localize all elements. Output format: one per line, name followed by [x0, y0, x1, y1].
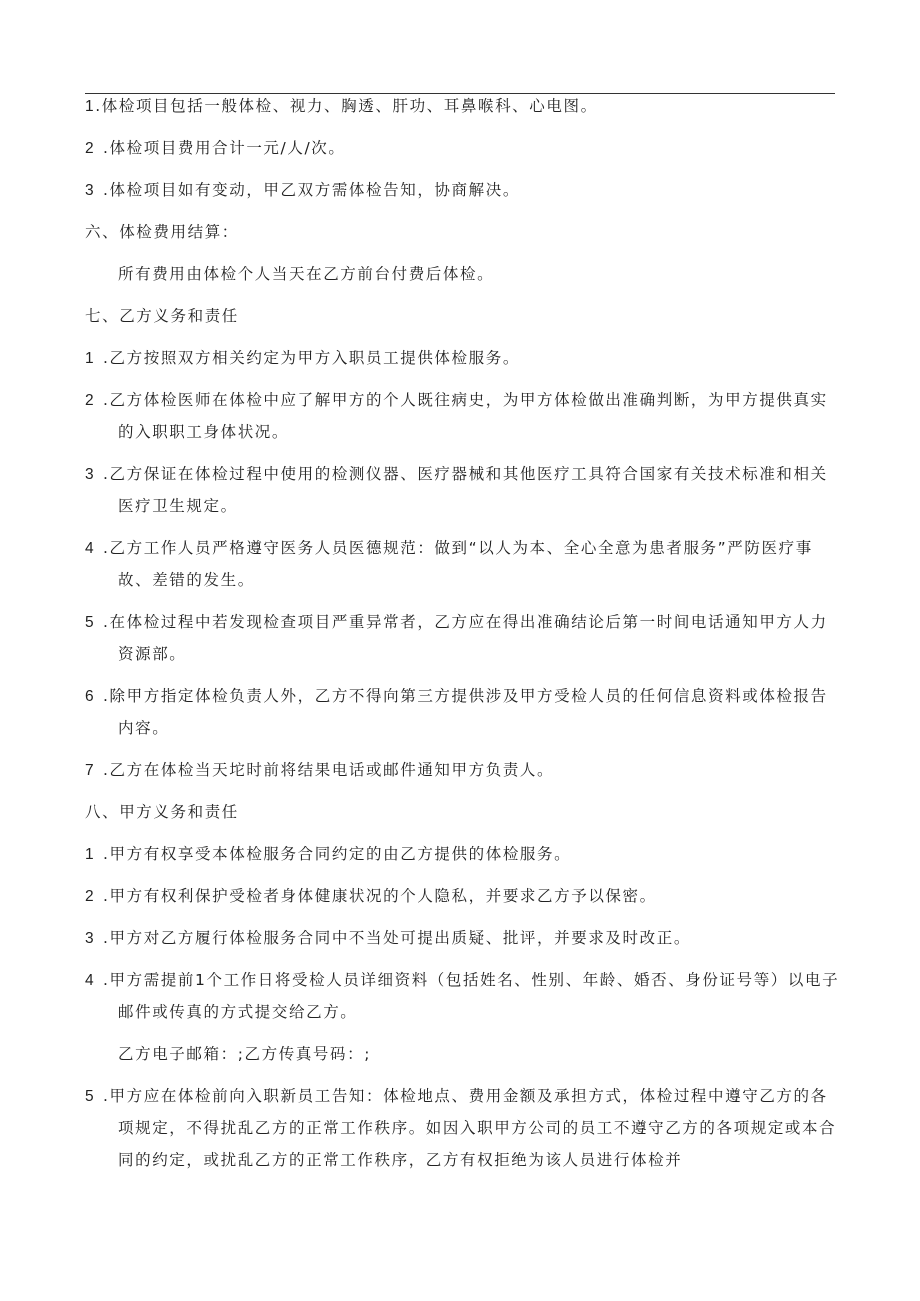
- item-number: 2: [85, 888, 96, 905]
- item-text: .乙方保证在体检过程中使用的检测仪器、医疗器械和其他医疗工具符合国家有关技术标准和相关: [103, 465, 828, 483]
- item-number: 7: [85, 762, 96, 779]
- item-8-1: [85, 844, 571, 865]
- item-text: .甲方有权利保护受检者身体健康状况的个人隐私，并要求乙方予以保密。: [103, 887, 657, 905]
- item-text: .乙方按照双方相关约定为甲方入职员工提供体检服务。: [103, 349, 520, 367]
- item-7-5-cont: 资源部。: [118, 645, 187, 663]
- item-8-4-cont: 邮件或传真的方式提交给乙方。: [118, 1003, 358, 1021]
- section-heading-7: 七、乙方义务和责任: [85, 307, 239, 325]
- item-number: 2: [85, 392, 96, 409]
- item-1: [85, 96, 598, 117]
- item-7-3-cont: 医疗卫生规定。: [118, 497, 238, 515]
- item-8-2: [85, 886, 657, 907]
- item-number: 5: [85, 614, 96, 631]
- item-text: .乙方体检医师在体检中应了解甲方的个人既往病史，为甲方体检做出准确判断，为甲方提供真实: [103, 391, 828, 409]
- paragraph: 所有费用由体检个人当天在乙方前台付费后体检。: [118, 265, 495, 283]
- item-text: .体检项目费用合计一元/人/次。: [103, 139, 346, 157]
- item-8-3: [85, 928, 691, 949]
- item-text: .除甲方指定体检负责人外，乙方不得向第三方提供涉及甲方受检人员的任何信息资料或体检报告: [103, 687, 828, 705]
- section-heading-8: 八、甲方义务和责任: [85, 803, 239, 821]
- item-number: 1: [85, 98, 96, 115]
- item-text: .乙方工作人员严格遵守医务人员医德规范：做到“以人为本、全心全意为患者服务”严防医疗事: [103, 539, 813, 557]
- item-7-4: [85, 538, 813, 559]
- item-7-2: [85, 390, 828, 411]
- item-number: 3: [85, 182, 96, 199]
- item-number: 4: [85, 972, 96, 989]
- item-3: [85, 180, 520, 201]
- item-text: .甲方有权享受本体检服务合同约定的由乙方提供的体检服务。: [103, 845, 572, 863]
- section-heading-6: 六、体检费用结算：: [85, 223, 239, 241]
- item-text: .甲方应在体检前向入职新员工告知：体检地点、费用金额及承担方式，体检过程中遵守乙方的各: [103, 1087, 828, 1105]
- item-text: .体检项目如有变动，甲乙双方需体检告知，协商解决。: [103, 181, 520, 199]
- item-2: [85, 138, 345, 159]
- item-7-5: [85, 612, 828, 633]
- item-7-3: [85, 464, 828, 485]
- item-text: .乙方在体检当天坨时前将结果电话或邮件通知甲方负责人。: [103, 761, 555, 779]
- item-number: 3: [85, 466, 96, 483]
- item-7-4-cont: 故、差错的发生。: [118, 571, 255, 589]
- item-number: 6: [85, 688, 96, 705]
- item-number: 4: [85, 540, 96, 557]
- item-text: .甲方对乙方履行体检服务合同中不当处可提出质疑、批评，并要求及时改正。: [103, 929, 691, 947]
- item-number: 1: [85, 350, 96, 367]
- item-8-5-cont-1: 项规定，不得扰乱乙方的正常工作秩序。如因入职甲方公司的员工不遵守乙方的各项规定或本合: [118, 1119, 837, 1137]
- item-number: 1: [85, 846, 96, 863]
- item-8-4: [85, 970, 839, 991]
- item-text: .体检项目包括一般体检、视力、胸透、肝功、耳鼻喉科、心电图。: [95, 97, 598, 115]
- contact-line: 乙方电子邮箱：;乙方传真号码：;: [118, 1045, 372, 1063]
- item-7-6-cont: 内容。: [118, 719, 170, 737]
- item-7-1: [85, 348, 520, 369]
- item-number: 3: [85, 930, 96, 947]
- item-number: 2: [85, 140, 96, 157]
- item-7-6: [85, 686, 828, 707]
- item-number: 5: [85, 1088, 96, 1105]
- item-text: .在体检过程中若发现检查项目严重异常者，乙方应在得出准确结论后第一时间电话通知甲方人力: [103, 613, 828, 631]
- item-text: .甲方需提前1个工作日将受检人员详细资料（包括姓名、性别、年龄、婚否、身份证号等）以电子: [103, 971, 840, 989]
- item-7-7: [85, 760, 554, 781]
- item-7-2-cont: 的入职职工身体状况。: [118, 423, 290, 441]
- item-8-5: [85, 1086, 828, 1107]
- header-rule: [85, 93, 835, 94]
- item-8-5-cont-2: 同的约定，或扰乱乙方的正常工作秩序，乙方有权拒绝为该人员进行体检并: [118, 1151, 683, 1169]
